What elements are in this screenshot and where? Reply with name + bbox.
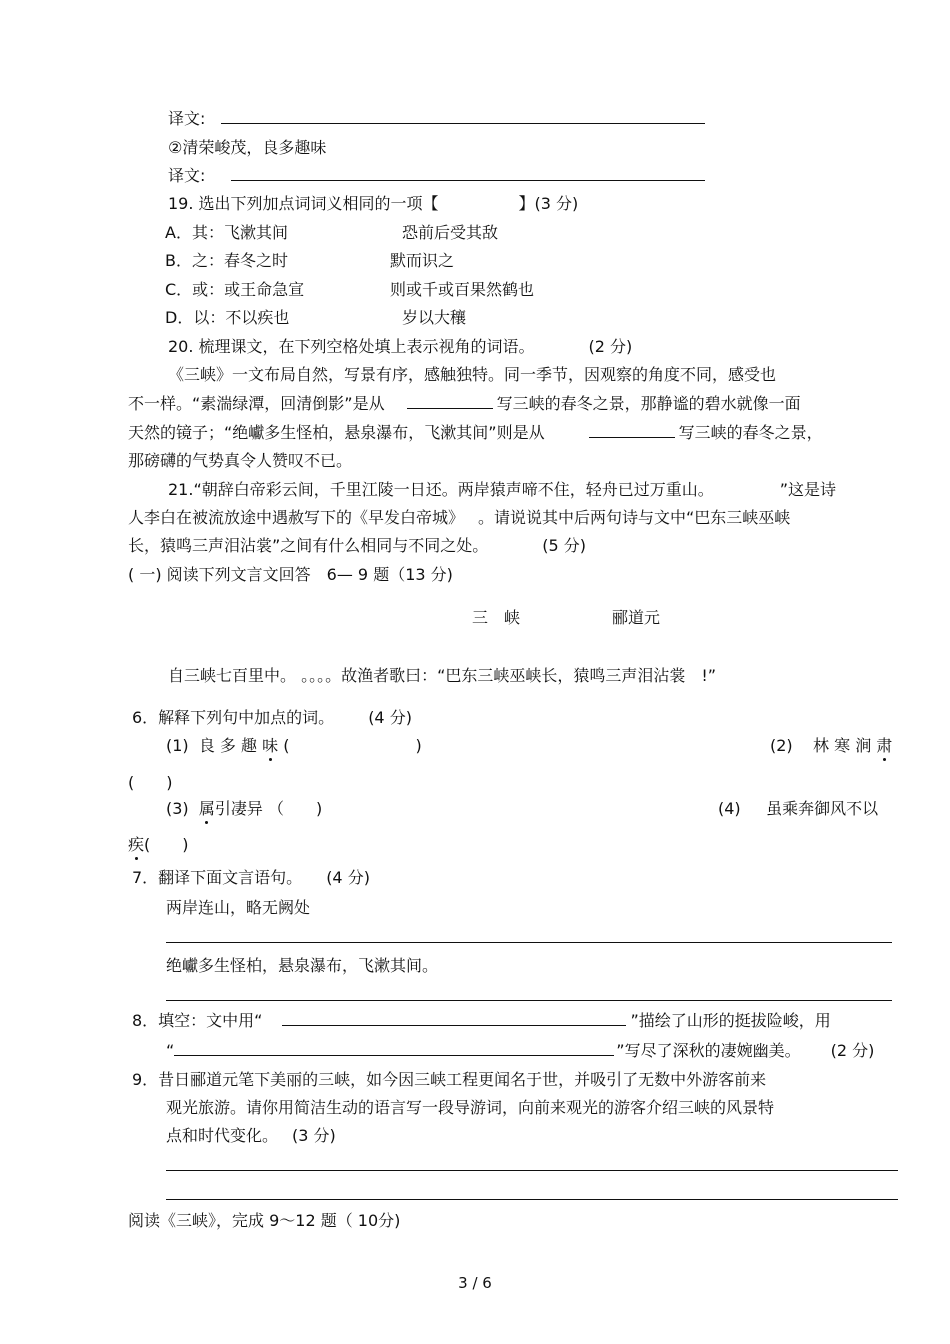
paragraph-line: 不一样。“素湍绿潭，回清倒影”是从 写三峡的春冬之景，那静谧的碧水就像一面 — [128, 394, 801, 413]
option-c-pair: 则或千或百果然鹤也 — [390, 280, 535, 299]
question-7: 7．翻译下面文言语句。 (4 分) — [132, 868, 370, 887]
answer-line[interactable] — [166, 942, 892, 943]
paragraph-line: 人李白在被流放途中遇赦写下的《早发白帝城》 。请说说其中后两句诗与文中“巴东三峡巫峡 — [128, 508, 791, 527]
option-d-pair: 岁以大穰 — [402, 308, 467, 327]
translation-label-1: 译文: — [168, 108, 705, 130]
answer-line[interactable] — [166, 1199, 898, 1200]
sentence-item-2: ②清荣峻茂，良多趣味 — [168, 138, 327, 157]
q6-item-2: (2) 林 寒 涧 肃 — [770, 736, 893, 755]
q6-item-2-answer[interactable]: ( ) — [128, 773, 173, 792]
paragraph-line: 天然的镜子；“绝巘多生怪柏，悬泉瀑布，飞漱其间”则是从 写三峡的春冬之景， — [128, 423, 823, 442]
question-9: 9．昔日郦道元笔下美丽的三峡，如今因三峡工程更闻名于世，并吸引了无数中外游客前来 — [132, 1070, 767, 1089]
q7-sentence-2: 绝巘多生怪柏，悬泉瀑布，飞漱其间。 — [166, 956, 439, 975]
q7-sentence-1: 两岸连山，略无阙处 — [166, 898, 311, 917]
section-heading: ( 一) 阅读下列文言文回答 6— 9 题（13 分) — [128, 565, 453, 584]
q6-item-3: (3) 属引凄异 （ ) — [166, 799, 323, 818]
q6-item-1: (1) 良 多 趣 味 ( ) — [166, 736, 422, 755]
option-b: B．之：春冬之时 — [165, 251, 288, 270]
answer-blank[interactable] — [282, 1011, 626, 1026]
question-20: 20. 梳理课文，在下列空格处填上表示视角的词语。 (2 分) — [168, 337, 633, 356]
answer-blank[interactable] — [221, 109, 705, 124]
q6-item-4-answer: 疾( ) — [128, 835, 189, 854]
option-b-pair: 默而识之 — [390, 251, 455, 270]
answer-blank[interactable] — [231, 166, 705, 181]
next-section-heading: 阅读《三峡》，完成 9～12 题（ 10分) — [128, 1211, 401, 1230]
passage-excerpt: 自三峡七百里中。 。。。。故渔者歌曰：“巴东三峡巫峡长，猿鸣三声泪沾裳 !” — [168, 666, 717, 685]
paragraph-line: 那磅礴的气势真令人赞叹不已。 — [128, 451, 353, 470]
paragraph-line: 观光旅游。请你用简洁生动的语言写一段导游词，向前来观光的游客介绍三峡的风景特 — [166, 1098, 775, 1117]
translation-label-2: 译文: — [168, 165, 705, 187]
answer-line[interactable] — [166, 1000, 892, 1001]
paragraph-line: 《三峡》一文布局自然，写景有序，感触独特。同一季节，因观察的角度不同，感受也 — [168, 365, 777, 384]
paragraph-line: 长，猿鸣三声泪沾裳”之间有什么相同与不同之处。 (5 分) — [128, 536, 587, 555]
answer-blank[interactable] — [174, 1041, 614, 1056]
question-19: 19. 选出下列加点词词义相同的一项【 】(3 分) — [168, 194, 579, 213]
question-21: 21.“朝辞白帝彩云间，千里江陵一日还。两岸猿声啼不住，轻舟已过万重山。 ”这是诗 — [168, 480, 837, 499]
answer-line[interactable] — [166, 1170, 898, 1171]
passage-author: 郦道元 — [612, 608, 661, 627]
page-number: 3 / 6 — [458, 1274, 492, 1292]
option-a: A．其：飞漱其间 — [165, 223, 288, 242]
question-8-line-2: “ ”写尽了深秋的凄婉幽美。 (2 分) — [166, 1041, 875, 1060]
question-8: 8．填空：文中用“ ”描绘了山形的挺拔险峻，用 — [132, 1011, 831, 1030]
option-d: D．以：不以疾也 — [165, 308, 290, 327]
q6-item-4: (4) 虽乘奔御风不以 — [718, 799, 879, 818]
question-6: 6．解释下列句中加点的词。 (4 分) — [132, 708, 412, 727]
option-c: C．或：或王命急宣 — [165, 280, 305, 299]
option-a-pair: 恐前后受其敌 — [402, 223, 499, 242]
paragraph-line: 点和时代变化。 (3 分) — [166, 1126, 336, 1145]
answer-blank[interactable] — [407, 394, 493, 409]
answer-blank[interactable] — [589, 423, 675, 438]
passage-title: 三 峡 — [472, 608, 521, 627]
